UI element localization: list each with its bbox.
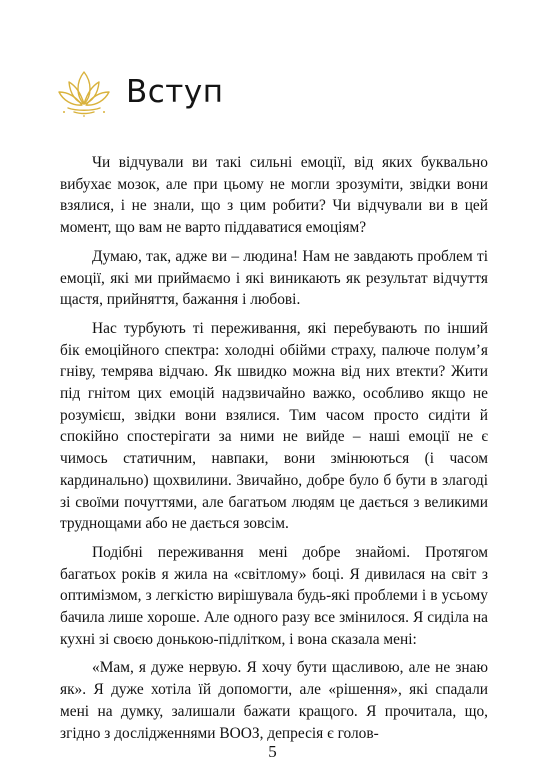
paragraph: «Мам, я дуже нервую. Я хочу бути щасливою, але не знаю як». Я дуже хотіла їй допомогти, але «рішення», які спадали мені на думку, залишали бажати кращого. Я прочитала, що, згідно з дослідженнями ВООЗ, депресія є голов- — [60, 659, 488, 742]
chapter-title: Вступ — [126, 74, 224, 110]
paragraph: Думаю, так, адже ви – людина! Нам не завдають проблем ті емоції, які ми приймаємо і які виникають як результат відчуття щастя, прийняття, бажання і любові. — [60, 247, 488, 309]
paragraph: Подібні переживання мені добре знайомі. Протягом багатьох років я жила на «світлому» боці. Я дивилася на світ з оптимізмом, з легкістю вирішувала будь-які проблеми і в усьому бачила лише хороше. Але одного разу все змінилося. Я сиділа на кухні зі своєю донькою-підлітком, і вона сказала мені: — [60, 543, 488, 648]
page-number: 5 — [268, 742, 277, 761]
paragraph: Нас турбують ті переживання, які перебувають по інший бік емоційного спектра: холодні обійми страху, палюче полум’я гніву, темрява відчаю. Як швидко можна від них втекти? Жити під гнітом цих емоцій надзвичайно важко, особливо якщо не розумієш, звідки вони взялися. Тим часом просто сидіти й спокійно спостерігати за ними не вийде – наші емоції не є чимось статичним, навпаки, вони змінюються (і часом кардинально) щохвилини. Звичайно, добре було б бути в злагоді зі своїми почуттями, але багатьом людям це дається з великими труднощами або не дається зовсім. — [60, 319, 488, 533]
paragraph: Чи відчували ви такі сильні емоції, від яких буквально вибухає мозок, але при цьому не могли зрозуміти, звідки вони взялися, і не знали, що з цим робити? Чи відчували ви в цей момент, що вам не варто піддаватися емоціям? — [60, 154, 488, 237]
body-text — [60, 152, 488, 751]
lotus-icon — [56, 66, 112, 118]
chapter-header — [56, 62, 223, 122]
